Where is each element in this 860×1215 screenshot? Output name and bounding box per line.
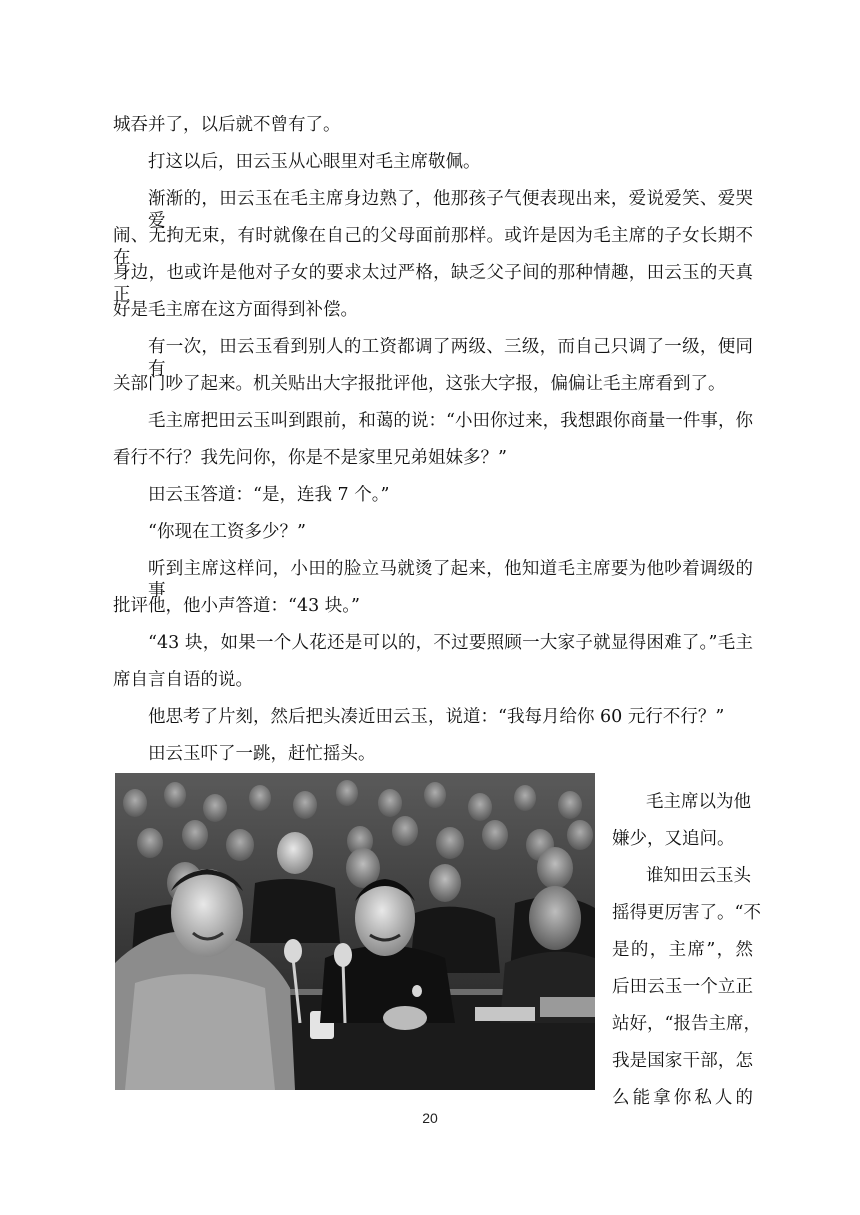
photo-illustration: [115, 773, 595, 1090]
paragraph-line: 闹、无拘无束，有时就像在自己的父母面前那样。或许是因为毛主席的子女长期不在: [113, 226, 753, 268]
side-text-line: 谁知田云玉头: [646, 866, 751, 886]
paragraph-line: 好是毛主席在这方面得到补偿。: [113, 300, 358, 320]
side-text-line: 嫌少，又追问。: [612, 829, 735, 849]
side-text-line: 毛主席以为他: [646, 792, 751, 812]
side-text-line: 是的，主席”，然: [612, 940, 753, 960]
paragraph-line: 田云玉吓了一跳，赶忙摇头。: [148, 744, 376, 764]
paragraph-line: 有一次，田云玉看到别人的工资都调了两级、三级，而自己只调了一级，便同有: [148, 337, 753, 379]
paragraph-line: 毛主席把田云玉叫到跟前，和蔼的说：“小田你过来，我想跟你商量一件事，你: [148, 411, 753, 431]
paragraph-line: 听到主席这样问，小田的脸立马就烫了起来，他知道毛主席要为他吵着调级的事: [148, 559, 753, 601]
paragraph-line: 关部门吵了起来。机关贴出大字报批评他，这张大字报，偏偏让毛主席看到了。: [113, 374, 726, 394]
page-number: 20: [422, 1110, 438, 1126]
paragraph-line: “你现在工资多少？”: [148, 522, 306, 542]
side-text-line: 么能拿你私人的: [612, 1088, 753, 1108]
paragraph-line: 渐渐的，田云玉在毛主席身边熟了，他那孩子气便表现出来，爱说爱笑、爱哭爱: [148, 189, 753, 231]
paragraph-line: “43 块，如果一个人花还是可以的，不过要照顾一大家子就显得困难了。”毛主: [148, 633, 753, 653]
side-text-line: 后田云玉一个立正: [612, 977, 753, 997]
side-text-line: 我是国家干部，怎: [612, 1051, 753, 1071]
paragraph-line: 批评他，他小声答道：“43 块。”: [113, 596, 360, 616]
paragraph-line: 他思考了片刻，然后把头凑近田云玉，说道：“我每月给你 60 元行不行？”: [148, 707, 725, 727]
paragraph-line: 身边，也或许是他对子女的要求太过严格，缺乏父子间的那种情趣，田云玉的天真正: [113, 263, 753, 305]
paragraph-line: 席自言自语的说。: [113, 670, 253, 690]
paragraph-line: 看行不行？我先问你，你是不是家里兄弟姐妹多？”: [113, 448, 507, 468]
paragraph-line: 打这以后，田云玉从心眼里对毛主席敬佩。: [148, 152, 481, 172]
side-text-line: 站好，“报告主席，: [612, 1014, 761, 1034]
historical-photo: [115, 773, 595, 1090]
side-text-line: 摇得更厉害了。“不: [612, 903, 761, 923]
paragraph-line: 田云玉答道：“是，连我 7 个。”: [148, 485, 390, 505]
paragraph-line: 城吞并了，以后就不曾有了。: [113, 115, 341, 135]
